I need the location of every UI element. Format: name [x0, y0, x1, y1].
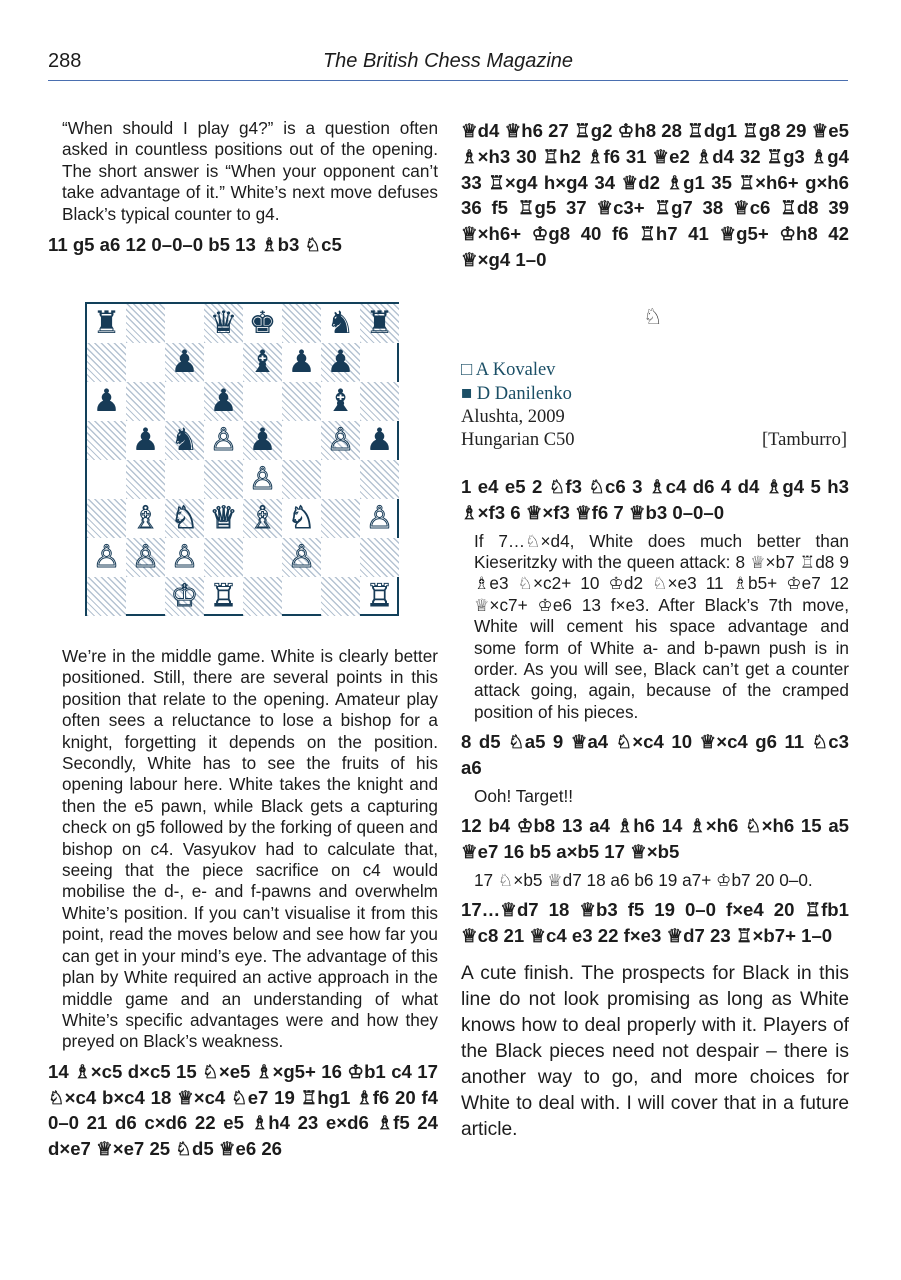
annotator: [Tamburro] [761, 430, 847, 450]
event: Alushta, 2009 [461, 407, 565, 427]
right-column-top [461, 118, 849, 273]
chess-piece: ♛ [209, 305, 238, 341]
chess-piece: ♟ [170, 344, 199, 380]
board-square [282, 421, 321, 460]
board-square [243, 577, 282, 616]
board-square [87, 499, 126, 538]
chess-piece: ♘ [287, 500, 316, 536]
chess-piece: ♝ [326, 383, 355, 419]
running-title: The British Chess Magazine [322, 50, 574, 72]
moves-11-13: 11 g5 a6 12 0–0–0 b5 13 ♗b3 ♘c5 [48, 234, 342, 256]
board-square [126, 577, 165, 616]
black-player: ■ D Danilenko [461, 384, 572, 404]
board-square [87, 343, 126, 382]
chess-piece: ♞ [326, 305, 355, 341]
board-square [360, 538, 399, 577]
moves-17-23: 17…♕d7 18 ♕b3 f5 19 0–0 f×e4 20 ♖fb1 ♕c8 21 ♕c4 e3 22 f×e3 ♕d7 23 ♖×b7+ 1–0 [461, 899, 849, 947]
chess-piece: ♙ [170, 539, 199, 575]
white-player: □ A Kovalev [461, 360, 556, 380]
board-square [321, 538, 360, 577]
opening: Hungarian C50 [461, 430, 575, 450]
chess-piece: ♟ [248, 422, 277, 458]
board-square [321, 577, 360, 616]
chess-piece: ♟ [287, 344, 316, 380]
board-square [87, 460, 126, 499]
event-line [461, 406, 847, 429]
note-move-7: If 7…♘×d4, White does much better than Kieseritzky with the queen attack: 8 ♕×b7 ♖d8 9 ♗e3 ♘×c2+ 10 ♔d2 ♘×e3 11 ♗b5+ ♔e7 12 ♕×c7+ ♔e6 13 f×e3. After Black’s 7th move, White will cement his space advantage and some form of White a- and b-pawn push is in order. As you will see, Black can’t get a counter attack going, again, because of the cramped position of his pieces. [474, 530, 849, 722]
note-move-17: 17 ♘×b5 ♕d7 18 a6 b6 19 a7+ ♔b7 20 0–0. [474, 869, 813, 890]
chess-piece: ♔ [170, 578, 199, 614]
chess-piece: ♟ [365, 422, 394, 458]
chess-piece: ♜ [92, 305, 121, 341]
board-square [204, 460, 243, 499]
left-column-lower [48, 646, 438, 1162]
board-square [165, 304, 204, 343]
board-square [282, 577, 321, 616]
board-square [165, 460, 204, 499]
page-number: 288 [48, 50, 82, 72]
chess-piece: ♗ [131, 500, 160, 536]
moves-8-11: 8 d5 ♘a5 9 ♕a4 ♘×c4 10 ♕×c4 g6 11 ♘c3 a6 [461, 731, 849, 779]
board-square [360, 343, 399, 382]
board-square [126, 460, 165, 499]
board-square [321, 460, 360, 499]
board-square [243, 382, 282, 421]
chess-piece: ♖ [209, 578, 238, 614]
chess-piece: ♞ [170, 422, 199, 458]
moves-14-26: 14 ♗×c5 d×c5 15 ♘×e5 ♗×g5+ 16 ♔b1 c4 17 ♘×c4 b×c4 18 ♕×c4 ♘e7 19 ♖hg1 ♗f6 20 f4 0–0 21 d6 c×d6 22 e5 ♗h4 23 e×d6 ♗f5 24 d×e7 ♕×e7 25 ♘d5 ♕e6 26 [48, 1060, 438, 1160]
chess-piece: ♝ [248, 344, 277, 380]
chess-piece: ♚ [248, 305, 277, 341]
moves-26-42: ♕d4 ♕h6 27 ♖g2 ♔h8 28 ♖dg1 ♖g8 29 ♕e5 ♗×h3 30 ♖h2 ♗f6 31 ♕e2 ♗d4 32 ♖g3 ♗g4 33 ♖×g4 h×g4 34 ♕d2 ♗g1 35 ♖×h6+ g×h6 36 f5 ♖g5 37 ♕c3+ ♖g7 38 ♕c6 ♖d8 39 ♕×h6+ ♔g8 40 f6 ♖h7 41 ♕g5+ ♔h8 42 ♕×g4 1–0 [461, 120, 849, 270]
knight-divider-icon: ♘ [643, 305, 663, 330]
note-target: Ooh! Target!! [474, 785, 574, 806]
chess-piece: ♜ [365, 305, 394, 341]
board-square [165, 382, 204, 421]
chess-piece: ♙ [209, 422, 238, 458]
board-square [126, 382, 165, 421]
game-header [461, 358, 847, 452]
chess-piece: ♗ [248, 500, 277, 536]
board-square [360, 460, 399, 499]
chess-piece: ♙ [92, 539, 121, 575]
board-square [360, 382, 399, 421]
opening-line [461, 429, 847, 452]
chess-piece: ♙ [131, 539, 160, 575]
board-square [321, 499, 360, 538]
board-square [204, 343, 243, 382]
board-square [204, 538, 243, 577]
chess-piece: ♙ [287, 539, 316, 575]
board-square [282, 382, 321, 421]
chess-piece: ♟ [326, 344, 355, 380]
chess-piece: ♙ [365, 500, 394, 536]
chess-piece: ♕ [209, 500, 238, 536]
chess-piece: ♙ [326, 422, 355, 458]
chess-piece: ♘ [170, 500, 199, 536]
running-header [48, 48, 848, 81]
moves-12-17: 12 b4 ♔b8 13 a4 ♗h6 14 ♗×h6 ♘×h6 15 a5 ♕e7 16 b5 a×b5 17 ♕×b5 [461, 815, 849, 863]
chess-piece: ♖ [365, 578, 394, 614]
chess-piece: ♟ [209, 383, 238, 419]
board-square [243, 538, 282, 577]
intro-paragraph: “When should I play g4?” is a question often asked in countless positions out of the opening. The short answer is “When your opponent can’t take advantage of it.” White’s next move defuses Black’s typical counter to g4. [62, 118, 438, 224]
chess-diagram [85, 302, 399, 616]
board-square [126, 304, 165, 343]
right-column-game [461, 474, 849, 1143]
board-square [282, 304, 321, 343]
chess-piece: ♟ [92, 383, 121, 419]
board-square [87, 421, 126, 460]
middle-game-paragraph: We’re in the middle game. White is clearly better positioned. Still, there are several points in this position that relate to the opening. Amateur play often sees a reluctance to lose a bishop for a knight, forgetting it depends on the position. Secondly, White has to see the fruits of his opening labour here. White takes the knight and then the e5 pawn, while Black gets a capturing check on g5 followed by the forking of queen and bishop on c4. Vasyukov had to calculate that, seeing that the piece sacrifice on c4 would mobilise the d-, e- and f-pawns and overwhelm White’s position. If you can’t visualise it from this point, read the moves below and see how far you can get in your mind’s eye. The advantage of this plan by White required an active approach in the middle game and an understanding of what White’s specific advantages were and how they preyed on Black’s weakness. [62, 646, 438, 1052]
chess-piece: ♟ [131, 422, 160, 458]
board-square [87, 577, 126, 616]
left-column [48, 118, 438, 258]
moves-1-7: 1 e4 e5 2 ♘f3 ♘c6 3 ♗c4 d6 4 d4 ♗g4 5 h3 ♗×f3 6 ♕×f3 ♕f6 7 ♕b3 0–0–0 [461, 476, 849, 523]
board-square [126, 343, 165, 382]
closing-paragraph: A cute finish. The prospects for Black in this line do not look promising as long as White knows how to deal properly with it. Players of the Black pieces need not despair – there is another way to go, and more choices for White to deal with. I will cover that in a future article. [461, 962, 849, 1140]
chess-piece: ♙ [248, 461, 277, 497]
board-square [282, 460, 321, 499]
